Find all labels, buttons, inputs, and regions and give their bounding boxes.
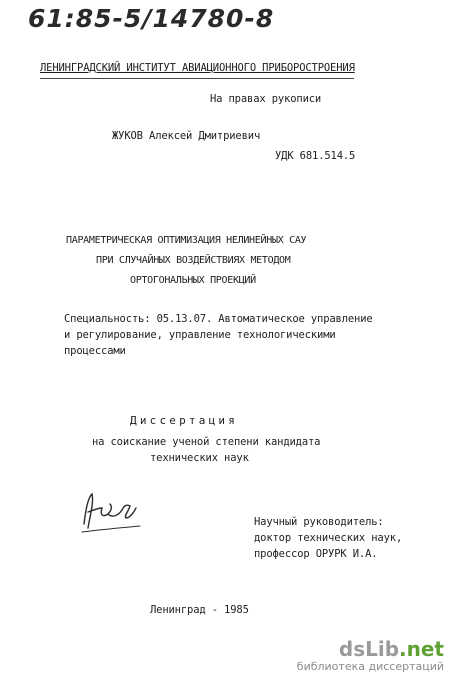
specialty-line: Специальность: 05.13.07. Автоматическое управление bbox=[64, 313, 373, 325]
title-line: ОРТОГОНАЛЬНЫХ ПРОЕКЦИЙ bbox=[130, 275, 256, 286]
specialty-line: и регулирование, управление технологическими bbox=[64, 329, 336, 341]
degree-line: технических наук bbox=[150, 452, 249, 464]
title-line: ПАРАМЕТРИЧЕСКАЯ ОПТИМИЗАЦИЯ НЕЛИНЕЙНЫХ САУ bbox=[66, 235, 307, 246]
author-name: ЖУКОВ Алексей Дмитриевич bbox=[112, 130, 261, 142]
handwritten-signature bbox=[78, 488, 158, 534]
institute-underline bbox=[40, 78, 354, 79]
supervisor-line: профессор ОРУРК И.А. bbox=[254, 548, 378, 560]
specialty-line: процессами bbox=[64, 345, 126, 357]
rights-note: На правах рукописи bbox=[210, 93, 322, 105]
watermark-logo bbox=[297, 638, 444, 660]
archive-number: 61:85-5/14780-8 bbox=[28, 4, 275, 33]
title-line: ПРИ СЛУЧАЙНЫХ ВОЗДЕЙСТВИЯХ МЕТОДОМ bbox=[96, 255, 291, 266]
supervisor-line: доктор технических наук, bbox=[254, 532, 403, 544]
institute-name: ЛЕНИНГРАДСКИЙ ИНСТИТУТ АВИАЦИОННОГО ПРИБОРОСТРОЕНИЯ bbox=[40, 62, 355, 74]
city-year: Ленинград - 1985 bbox=[150, 604, 249, 616]
document-type: Диссертация bbox=[130, 414, 239, 427]
udk-code: УДК 681.514.5 bbox=[275, 150, 356, 162]
watermark-logo-main: dsLib bbox=[338, 637, 400, 661]
supervisor-line: Научный руководитель: bbox=[254, 516, 384, 528]
watermark-logo-tld: .net bbox=[399, 637, 444, 661]
watermark-subtitle: библиотека диссертаций bbox=[296, 660, 444, 673]
degree-line: на соискание ученой степени кандидата bbox=[92, 436, 321, 448]
watermark bbox=[297, 638, 444, 673]
